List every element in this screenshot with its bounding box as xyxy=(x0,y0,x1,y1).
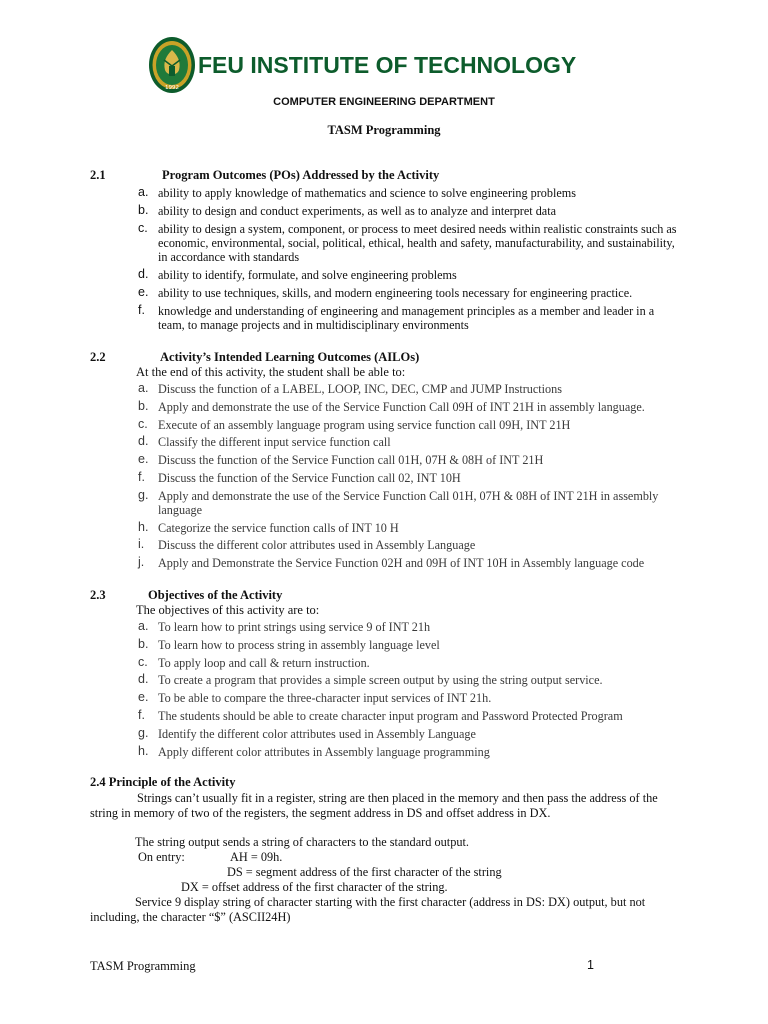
list-item: c. ability to design a system, component, or process to meet desired needs within realistic constraints such as economic, environmental, social, political, ethical, health and safety, manufacturability, and sustainability, in accordance with standards xyxy=(138,221,677,264)
section-title: Program Outcomes (POs) Addressed by the Activity xyxy=(162,168,440,182)
on-entry-ah: AH = 09h. xyxy=(230,850,283,864)
program-outcomes-list xyxy=(138,186,678,336)
learning-outcomes-list xyxy=(138,382,678,574)
page-number: 1 xyxy=(587,958,594,972)
section-number: 2.2 xyxy=(90,350,106,364)
objectives-list xyxy=(138,620,678,762)
list-item: a. ability to apply knowledge of mathematics and science to solve engineering problems xyxy=(138,185,576,200)
list-item: e. ability to use techniques, skills, and modern engineering tools necessary for engineering practice. xyxy=(138,285,633,300)
service9-paragraph-line: including, the character “$” (ASCII24H) xyxy=(90,910,291,924)
section-title: Objectives of the Activity xyxy=(148,588,283,602)
on-entry-label: On entry: xyxy=(138,850,185,864)
letterhead xyxy=(0,36,768,96)
list-item: d. Classify the different input service function call xyxy=(138,434,391,450)
list-item: f. The students should be able to create character input program and Password Protected Program xyxy=(138,707,623,723)
list-item: d. To create a program that provides a simple screen output by using the string output service. xyxy=(138,672,603,688)
list-item: b. Apply and demonstrate the use of the Service Function Call 09H of INT 21H in assembly language. xyxy=(138,398,645,414)
list-item: h. Categorize the service function calls of INT 10 H xyxy=(138,519,399,535)
section-number: 2.1 xyxy=(90,168,106,182)
on-entry-dx: DX = offset address of the first character of the string. xyxy=(181,880,448,894)
principle-paragraph-line: string in memory of two of the registers, the segment address in DS and offset address in DX. xyxy=(90,806,551,820)
service9-paragraph-line: Service 9 display string of character starting with the first character (address in DS: DX) output, but not xyxy=(135,895,646,909)
list-item: a. Discuss the function of a LABEL, LOOP, INC, DEC, CMP and JUMP Instructions xyxy=(138,381,562,396)
principle-paragraph-line: Strings can’t usually fit in a register, string are then placed in the memory and then pass the address of the xyxy=(137,791,658,805)
list-item: g. Apply and demonstrate the use of the Service Function Call 01H, 07H & 08H of INT 21H in assembly language xyxy=(138,487,659,517)
footer-title: TASM Programming xyxy=(90,959,196,973)
string-output-paragraph: The string output sends a string of characters to the standard output. xyxy=(135,835,469,849)
department-name: COMPUTER ENGINEERING DEPARTMENT xyxy=(273,96,495,108)
institution-seal-logo xyxy=(148,36,196,94)
list-item: b. To learn how to process string in assembly language level xyxy=(138,636,440,652)
list-item: c. To apply loop and call & return instruction. xyxy=(138,654,370,670)
list-item: e. To be able to compare the three-character input services of INT 21h. xyxy=(138,690,492,706)
section-intro: At the end of this activity, the student shall be able to: xyxy=(136,365,406,379)
document-title: TASM Programming xyxy=(327,123,441,137)
list-item: a. To learn how to print strings using service 9 of INT 21h xyxy=(138,619,431,634)
list-item: c. Execute of an assembly language program using service function call 09H, INT 21H xyxy=(138,416,571,432)
list-item: f. knowledge and understanding of engineering and management principles as a member and leader in a team, to manage projects and in multidisciplinary environments xyxy=(138,303,655,332)
list-item: b. ability to design and conduct experiments, as well as to analyze and interpret data xyxy=(138,203,556,218)
svg-text:1992: 1992 xyxy=(165,85,179,91)
institution-name: FEU INSTITUTE OF TECHNOLOGY xyxy=(198,52,577,78)
list-item: f. Discuss the function of the Service Function call 02, INT 10H xyxy=(138,469,461,485)
list-item: d. ability to identify, formulate, and solve engineering problems xyxy=(138,267,457,282)
list-item: h. Apply different color attributes in Assembly language programming xyxy=(138,743,490,759)
section-2-4-heading: 2.4 Principle of the Activity xyxy=(90,775,236,789)
list-item: e. Discuss the function of the Service Function call 01H, 07H & 08H of INT 21H xyxy=(138,452,544,468)
list-item: g. Identify the different color attributes used in Assembly Language xyxy=(138,725,476,741)
section-title: Activity’s Intended Learning Outcomes (AILOs) xyxy=(160,350,420,364)
on-entry-ds: DS = segment address of the first character of the string xyxy=(227,865,502,879)
list-item: j. Apply and Demonstrate the Service Function 02H and 09H of INT 10H in Assembly language code xyxy=(138,555,645,571)
section-number: 2.3 xyxy=(90,588,106,602)
section-intro: The objectives of this activity are to: xyxy=(136,603,320,617)
list-item: i. Discuss the different color attributes used in Assembly Language xyxy=(138,537,476,553)
